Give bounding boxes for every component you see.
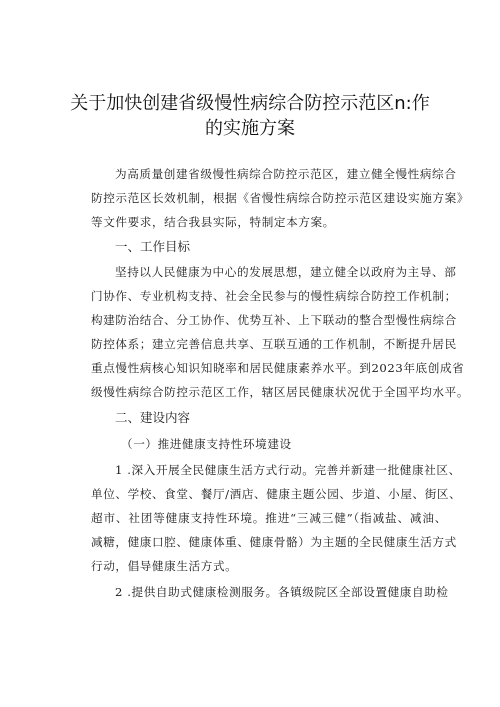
section2-subheading-1: （一）推进健康支持性环境建设	[121, 437, 292, 451]
item1-line-2: 单位、学校、食堂、餐厅/酒店、健康主题公园、步道、小屋、街区、	[91, 487, 462, 501]
section1-line-2: 门协作、专业机构支持、社会全民参与的慢性病综合防控工作机制；	[91, 289, 457, 303]
section1-line-5: 重点慢性病核心知识知晓率和居民健康素养水平。到2023年底创成省	[91, 361, 465, 375]
section1-line-3: 构建防治结合、分工协作、优势互补、上下联动的整合型慢性病综合	[91, 313, 457, 327]
item1-line-5: 行动，倡导健康生活方式。	[91, 559, 238, 573]
intro-line-3: 等文件要求，结合我县实际，特制定本方案。	[91, 215, 335, 229]
document-title-line1: 关于加快创建省级慢性病综合防控示范区n:作	[70, 93, 430, 114]
intro-line-2: 防控示范区长效机制，根据《省慢性病综合防控示范区建设实施方案》	[91, 191, 470, 205]
section1-line-6: 级慢性病综合防控示范区工作，辖区居民健康状况优于全国平均水平。	[91, 385, 470, 399]
item1-line-4: 减糖，健康口腔、健康体重、健康骨骼）为主题的全民健康生活方式	[91, 535, 457, 549]
section2-heading: 二、建设内容	[115, 410, 191, 425]
section1-line-1: 坚持以人民健康为中心的发展思想，建立健全以政府为主导、部	[115, 265, 457, 279]
item1-line-3: 超市、社团等健康支持性环境。推进“三减三健”（指减盐、减油、	[91, 511, 447, 525]
section1-heading: 一、工作目标	[115, 239, 191, 254]
item2-line-1: 2 .提供自助式健康检测服务。各镇级院区全部设置健康自助检	[115, 585, 449, 599]
intro-line-1: 为高质量创建省级慢性病综合防控示范区，建立健全慢性病综合	[115, 167, 457, 181]
section1-line-4: 防控体系；建立完善信息共享、互联互通的工作机制，不断提升居民	[91, 337, 457, 351]
document-title-line2: 的实施方案	[205, 118, 295, 139]
item1-line-1: 1 .深入开展全民健康生活方式行动。完善并新建一批健康社区、	[115, 463, 461, 477]
